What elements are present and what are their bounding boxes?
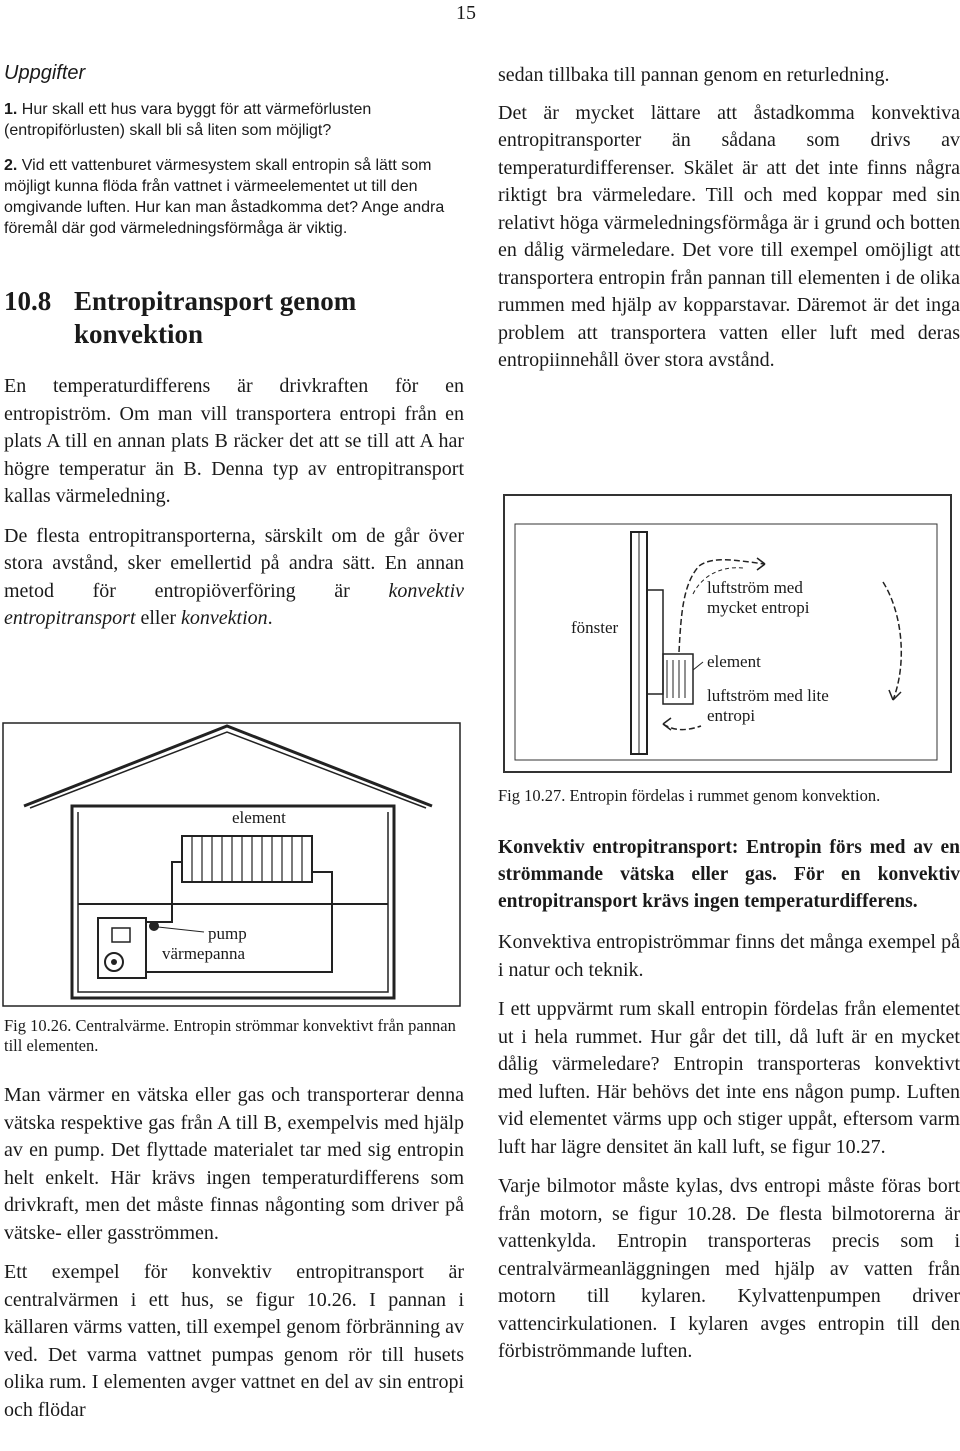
- exercise-text: Vid ett vattenburet värmesystem skall entropin så lätt som möjligt kunna flöda från vattnet i värmeelementet ut till den omgivande luften. Hur kan man åstadkomma det? Ange andra föremål där god värmeledningsförmåga är viktig.: [4, 157, 445, 237]
- figure-central-heating: [2, 722, 462, 1008]
- label-window: fönster: [571, 618, 619, 637]
- exercise-text: Hur skall ett hus vara byggt för att värmeförlusten (entropiförlusten) skall bli så liten som möjligt?: [4, 101, 372, 139]
- right-paragraph-2: Det är mycket lättare att åstadkomma konvektiva entropitransporter än sådana som drivs av temperaturdifferenser. Skälet är att det inte finns några riktigt bra värmeledare. Till och med koppar med sin relativt höga värmeledningsförmåga är i grund och botten en dålig värmeledare. Det vore till exempel omöjligt att transportera entropin från pannan till elementen i de olika rummen med hjälp av kopparstavar. Däremot är det inga problem att transportera vatten eller luft med deras entropiinnehåll över stora avstånd.: [498, 101, 960, 371]
- term-convective: konvektiv entropitransport: [4, 579, 464, 629]
- left-column: [4, 62, 464, 645]
- paragraph-text: .: [267, 607, 273, 629]
- right-lower-paragraph-2: I ett uppvärmt rum skall entropin fördelas från elementet ut i hela rummet. Hur går det till, då luft är en mycket dålig värmeledare? Entropin transporteras konvektivt med luften. Här behövs det inte ens någon pump. Luften vid elementet värms upp och stiger uppåt, eftersom varm luft har lägre densitet än kall luft, se figur 10.27.: [498, 998, 960, 1158]
- right-lower-paragraph-3: Varje bilmotor måste kylas, dvs entropi måste föras bort från motorn, se figur 10.28. De flesta bilmotorerna är vattenkylda. Entropin transporteras precis som i centralvärmeanläggningen med hjälp av vatten från motorn till kylaren. Kylvattenpumpen driver vattencirkulationen. I kylaren avges entropin till den förbiströmmande luften.: [498, 1175, 960, 1362]
- section-title: Entropitransport genom konvektion: [74, 286, 357, 349]
- label-pump: pump: [208, 924, 247, 943]
- label-air-high-entropy: luftström med mycket entropi: [707, 578, 810, 617]
- paragraph-text: De flesta entropitransporterna, särskilt om de går över stora avstånd, sker emellertid på andra sätt. En annan metod för entropiöverföring är: [4, 524, 464, 602]
- page-number: 15: [456, 2, 476, 24]
- label-air-low-entropy: luftström med lite entropi: [707, 686, 829, 725]
- section-paragraph-1: En temperaturdifferens är drivkraften för en entropiström. Om man vill transportera entropi från en plats A till en annan plats B räcker det att se till att A har högre temperatur än B. Denna typ av entropitransport kallas värmeledning.: [4, 375, 464, 507]
- definition-box: Konvektiv entropitransport: Entropin förs med av en strömmande vätska eller gas. För en konvektiv entropitransport krävs ingen temperaturdifferens.: [498, 837, 960, 912]
- right-paragraph-1: sedan tillbaka till pannan genom en returledning.: [498, 64, 890, 86]
- right-column-lower: [498, 834, 960, 1378]
- label-element: element: [232, 808, 286, 827]
- figure-27-caption: Fig 10.27. Entropin fördelas i rummet genom konvektion.: [498, 786, 881, 805]
- exercise-item-2: [4, 155, 464, 239]
- paragraph-text: eller: [135, 607, 182, 629]
- central-heating-illustration: [2, 722, 462, 1008]
- left-lower-paragraph-2: Ett exempel för konvektiv entropitransport är centralvärmen i ett hus, se figur 10.26. I pannan i källaren värms vatten, till exempel genom förbränning av ved. Det varma vattnet pumpas genom rör till husets olika rum. I elementen avger vattnet en del av sin entropi och flödar: [4, 1261, 464, 1421]
- section-number: 10.8: [4, 286, 52, 316]
- exercise-number: 1.: [4, 101, 18, 118]
- label-element: element: [707, 652, 761, 671]
- exercises-title: Uppgifter: [4, 62, 86, 84]
- figure-26-caption: Fig 10.26. Centralvärme. Entropin strömmar konvektivt från pannan till elementen.: [4, 1016, 456, 1055]
- term-convection: konvektion: [181, 607, 268, 629]
- label-boiler: värmepanna: [162, 944, 246, 963]
- left-lower-paragraph-1: Man värmer en vätska eller gas och transporterar denna vätska respektive gas från A till B, exempelvis med hjälp av en pump. Det flyttade materialet tar med sig entropin helt enkelt. Här krävs ingen temperaturdifferens som drivkraft, men det måste finnas någonting som driver på vätske- eller gasströmmen.: [4, 1084, 464, 1244]
- figure-room-convection: [503, 494, 953, 774]
- section-heading: [4, 285, 464, 351]
- section-paragraph-2: [4, 523, 464, 633]
- left-column-lower: [4, 1082, 464, 1436]
- right-lower-paragraph-1: Konvektiva entropiströmmar finns det många exempel på i natur och teknik.: [498, 931, 960, 981]
- right-column: [498, 62, 960, 387]
- exercise-item-1: [4, 99, 464, 141]
- exercise-number: 2.: [4, 157, 18, 174]
